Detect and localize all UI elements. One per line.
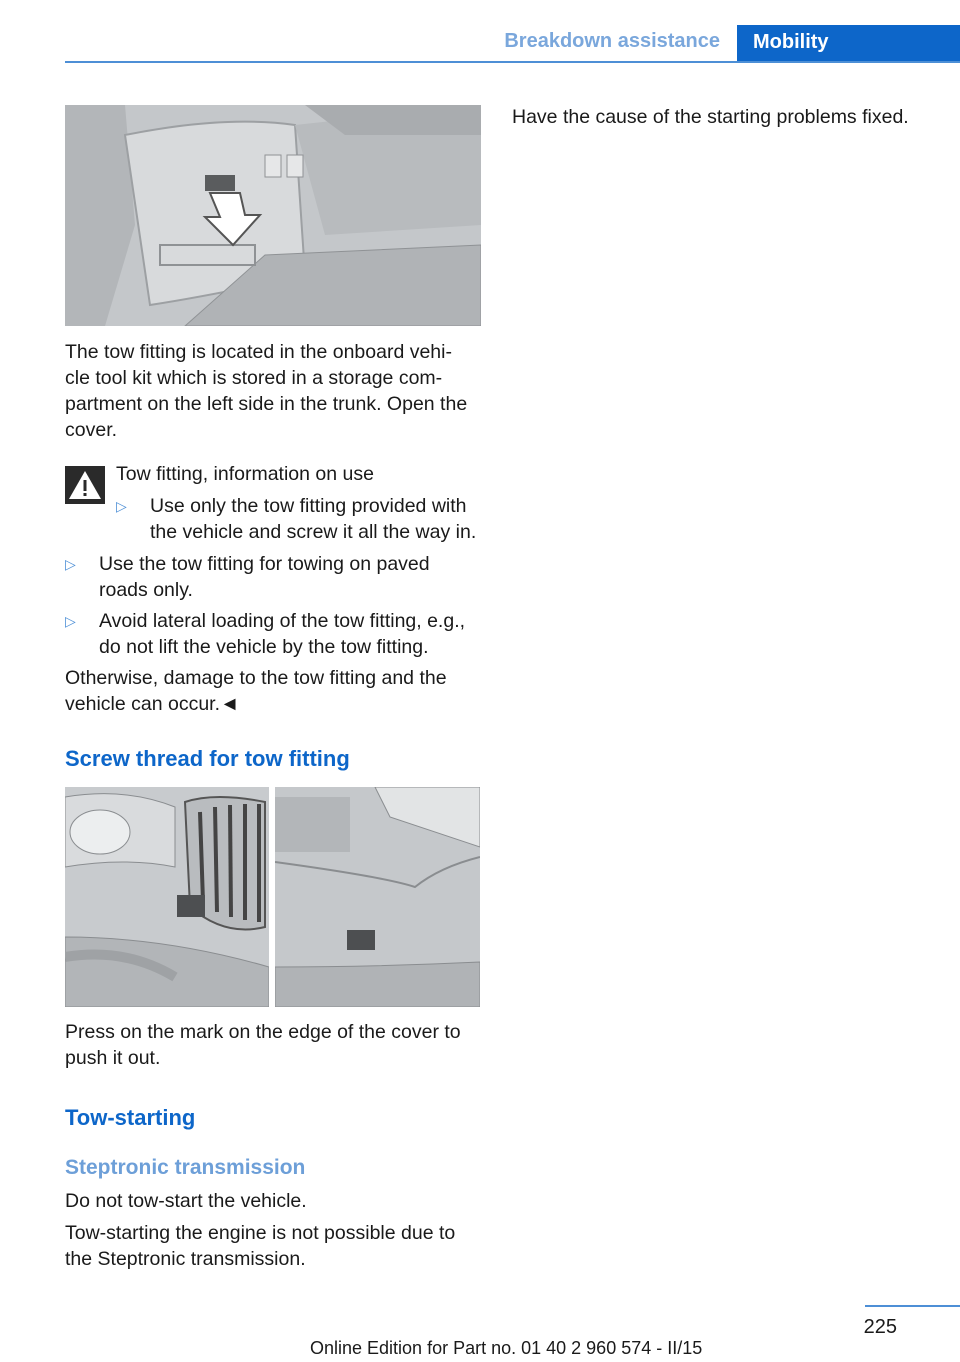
list-item-text: Use the tow fitting for towing on paved roads only. <box>99 553 430 601</box>
triangle-right-icon: ▷ <box>65 556 76 572</box>
footer-rule <box>865 1305 960 1307</box>
header-rule <box>65 61 960 63</box>
rear-bumper-illustration <box>275 787 480 1007</box>
subheading-steptronic: Steptronic transmission <box>65 1156 306 1179</box>
paragraph-tow-fitting-location: The tow fitting is located in the onboard vehi‐ cle tool kit which is stored in a storage com‐ partment on the left side in the trunk. Open the cover. <box>65 341 468 441</box>
front-bumper-illustration <box>65 787 269 1007</box>
list-item-text: Avoid lateral loading of the tow fitting, e.g., do not lift the vehicle by the tow fitting. <box>99 610 466 658</box>
trunk-storage-drawing <box>65 105 481 326</box>
rear-bumper-drawing <box>275 787 480 1007</box>
page-number: 225 <box>863 1316 897 1338</box>
paragraph-cause-fixed: Have the cause of the starting problems fixed. <box>512 106 909 128</box>
paragraph-not-possible: Tow-starting the engine is not possible due to the Steptronic transmission. <box>65 1222 456 1270</box>
list-item-text: Use only the tow fitting provided with the vehicle and screw it all the way in. <box>150 495 477 543</box>
trunk-storage-illustration <box>65 105 481 326</box>
footer-edition: Online Edition for Part no. 01 40 2 960 574 - II/15 <box>310 1338 703 1358</box>
heading-screw-thread: Screw thread for tow fitting <box>65 746 350 771</box>
warning-triangle-svg <box>65 466 105 504</box>
front-bumper-drawing <box>65 787 269 1007</box>
running-header-chapter: Mobility <box>737 25 960 63</box>
paragraph-press-mark: Press on the mark on the edge of the cover to push it out. <box>65 1021 461 1069</box>
warning-triangle-icon <box>65 466 105 504</box>
warning-title: Tow fitting, information on use <box>116 463 374 485</box>
heading-tow-starting: Tow-starting <box>65 1105 196 1130</box>
paragraph-no-tow-start: Do not tow-start the vehicle. <box>65 1190 307 1212</box>
triangle-right-icon: ▷ <box>116 498 127 514</box>
warning-closing: Otherwise, damage to the tow fitting and the vehicle can occur.◄ <box>65 667 447 715</box>
running-header-section: Breakdown assistance <box>504 30 720 52</box>
triangle-right-icon: ▷ <box>65 613 76 629</box>
